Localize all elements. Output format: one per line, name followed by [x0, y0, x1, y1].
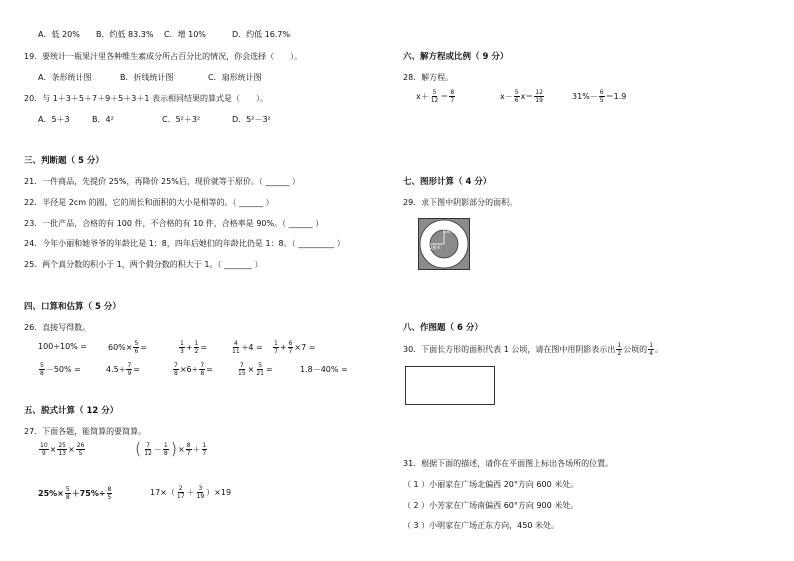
label-2cm: 2厘米 [430, 245, 441, 250]
q20-text: 20．与 1＋3＋5＋7＋9＋5＋3＋1 表示相同结果的算式是（ ）。 [24, 94, 268, 103]
q28-text: 28．解方程。 [403, 73, 454, 82]
label-1cm: 1厘米 [444, 229, 455, 234]
q26-item-j: 1.8－40% = [300, 365, 348, 374]
section-3-title: 三、判断题（ 5 分） [24, 156, 104, 166]
q31-text: 31．根据下面的描述，请你在平面图上标出各场所的位置。 [403, 459, 614, 468]
q21-text: 21．一件商品，先提价 25%，再降价 25%后，现价就等于原价。（ ______ ） [24, 177, 300, 186]
q27-expr-3: 25%× $\frac{5}{8}$ ＋75%÷ $\frac{8}{5}$ [38, 486, 112, 501]
q28-eq-1: x＋ 5 12 ＝ 8 7 [416, 89, 455, 104]
q22-text: 22．半径是 2cm 的圆，它的周长和面积的大小是相等的。（ ______ ） [24, 198, 274, 207]
q26-text: 26．直接写得数。 [24, 323, 91, 332]
q25-text: 25．两个真分数的积小于 1，两个假分数的积大于 1。（ _______ ） [24, 260, 263, 269]
q29-text: 29．求下图中阴影部分的面积。 [403, 198, 518, 207]
q19-option-a: A．条形统计图 [38, 73, 92, 82]
q23-text: 23．一批产品，合格的有 100 件，不合格的有 10 件，合格率是 90%。（ ______ ） [24, 219, 324, 228]
q31-item-3: （ 3 ）小明家在广场正东方向，450 米处。 [403, 521, 559, 530]
q26-item-b: 60%× $\frac{5}{6}$ = [108, 340, 148, 355]
q18-option-a: A．低 20% [38, 30, 80, 39]
q27-expr-1: $\frac{10}{9}$ × $\frac{25}{13}$ × $\frac{26}{5}$ [40, 442, 85, 457]
section-6-title: 六、解方程或比例（ 9 分） [403, 52, 509, 62]
hectare-rectangle[interactable] [405, 366, 495, 405]
q27-expr-2: ( 7 12 － 1 8 ) × $\frac{8}{7}$ ＋ 1 7 [135, 439, 207, 458]
q26-item-g: 4.5÷ $\frac{7}{9}$ = [106, 362, 140, 377]
q20-option-a: A．5＋3 [38, 115, 70, 124]
q20-option-b: B．4² [92, 115, 114, 124]
q31-item-1: （ 1 ）小丽家在广场北偏西 20°方向 600 米处。 [403, 480, 579, 489]
q19-option-b: B．折线统计图 [120, 73, 174, 82]
section-5-title: 五、脱式计算（ 12 分） [24, 406, 119, 416]
q26-item-c: 1 3 + $\frac{1}{2}$ = [180, 340, 208, 355]
section-4-title: 四、口算和估算（ 5 分） [24, 302, 121, 312]
q26-item-a: 100÷10% = [38, 342, 87, 351]
q26-item-f: 5 8 －50% = [40, 362, 81, 377]
q26-item-e: 1 7 + $\frac{6}{7}$ ×7 = [274, 340, 316, 355]
q26-item-d: $\frac{4}{11}$ ÷4 = [232, 340, 263, 355]
q19-option-c: C．扇形统计图 [208, 73, 262, 82]
q27-expr-4: 17×（ 2 17 ＋ 3 19 ）×19 [150, 485, 232, 500]
section-7-title: 七、图形计算（ 4 分） [403, 177, 492, 187]
q18-option-c: C．增 10% [164, 30, 206, 39]
q18-option-d: D．约低 16.7% [232, 30, 291, 39]
fraction: $\frac{5}{6}$ [134, 340, 139, 355]
q19-text: 19．要统计一瓶果汁里各种维生素成分所占百分比的情况，你会选择（ ）。 [24, 52, 303, 61]
q28-eq-2: x－ 5 6 x＝ 12 19 [500, 89, 543, 104]
shaded-area-figure [418, 218, 470, 270]
q18-option-b: B．约低 83.3% [96, 30, 154, 39]
q26-item-i: $\frac{7}{15}$ × $\frac{5}{21}$ = [238, 362, 273, 377]
q31-item-2: （ 2 ）小芳家在广场南偏西 60°方向 900 米处。 [403, 501, 579, 510]
q30-text: 30．下面长方形的面积代表 1 公顷，请在图中用阴影表示出 1 2 公顷的 1 4 。 [403, 342, 664, 357]
q26-item-h: $\frac{7}{8}$ ×6÷ $\frac{7}{8}$ = [174, 362, 213, 377]
q20-option-c: C．5²＋3² [162, 115, 201, 124]
section-8-title: 八、作图题（ 6 分） [403, 323, 483, 333]
q27-text: 27．下面各题，能简算的要简算。 [24, 427, 147, 436]
q20-option-d: D．5²－3² [232, 115, 271, 124]
q28-eq-3: 31%－ 6 5 ＝1.9 [572, 89, 627, 104]
q24-text: 24．今年小丽和她爷爷的年龄比是 1：8，四年后她们的年龄比仍是 1：8。（ _________ ） [24, 239, 345, 248]
